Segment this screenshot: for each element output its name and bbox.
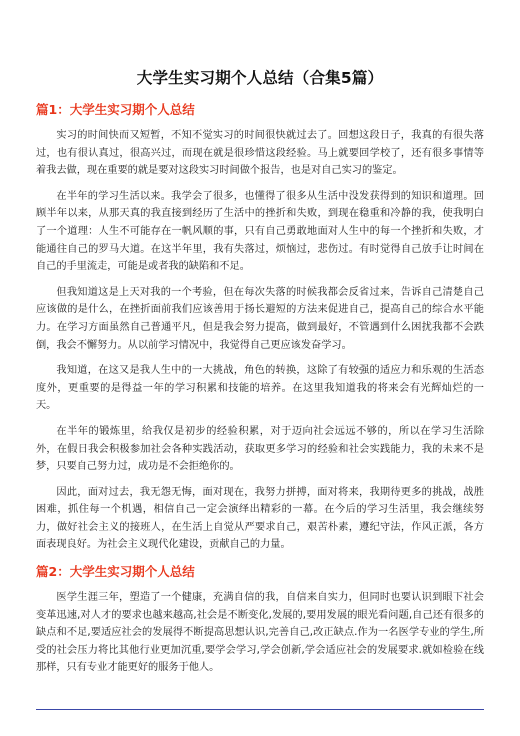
section-1-paragraph-2: 在半年的学习生活以来。我学会了很多，也懂得了很多从生活中没发获得到的知识和道理。回顾半年以来，从那天真的我直接到经历了生活中的挫折和失败，到现在稳重和冷静的我，使我明白了一个道理：人生不可能存在一帆风顺的事，只有自己勇敢地面对人生中的每一个挫折和失败，才能通往自己的罗马大道。在这半年里，我有失落过，烦恼过，悲伤过。有时觉得自己放手让时间在自己的手里流走，可能是或者我的缺陷和不足。 (36, 190, 484, 273)
document-title: 大学生实习期个人总结（合集5篇） (136, 69, 384, 87)
section-2 (36, 562, 484, 677)
footer-divider (36, 709, 484, 710)
section-1-paragraph-5: 在半年的锻炼里，给我仅是初步的经验积累，对于迈向社会远远不够的，所以在学习生活除外，在假日我会积极参加社会各种实践活动，获取更多学习的经验和社会实践能力，我的未来不是梦，只要自己努力过，成功是不会拒绝你的。 (36, 425, 484, 473)
section-1-paragraph-4: 我知道，在这又是我人生中的一大挑战，角色的转换，这除了有较强的适应力和乐观的生活态度外，更重要的是得益一年的学习积累和技能的培养。在这里我知道我的将来会有光辉灿烂的一天。 (36, 365, 484, 412)
section-1-heading: 篇1：大学生实习期个人总结 (36, 102, 195, 117)
section-1 (36, 100, 484, 554)
section-2-heading: 篇2：大学生实习期个人总结 (36, 564, 195, 580)
section-1-paragraph-1: 实习的时间快而又短暂，不知不觉实习的时间很快就过去了。回想这段日子，我真的有很失落过，也有很认真过，很高兴过，而现在就是很珍惜这段经验。马上就要回学校了，还有很多事情等着我去做，现在重要的就是要对这段实习时间做个报告，也是对自己实习的鉴定。 (36, 130, 484, 177)
section-1-paragraph-6: 因此，面对过去，我无怨无悔，面对现在，我努力拼搏，面对将来，我期待更多的挑战，战胜困难，抓住每一个机遇，相信自己一定会演绎出精彩的一幕。在今后的学习生活里，我会继续努力，做好社会主义的接班人，在生活上自觉从严要求自己，艰苦朴素，遵纪守法，作风正派，各方面表现良好。为社会主义现代化建设，贡献自己的力量。 (36, 486, 484, 551)
section-1-paragraph-3: 但我知道这是上天对我的一个考验，但在每次失落的时候我都会反省过来，告诉自己清楚自己应该做的是什么，在挫折面前我们应该善用于扬长避短的方法来促进自己，提高自己的综合水平能力。在学习方面虽然自己普通平凡，但是我会努力提高，做到最好，不管遇到什么困扰我都不会跌倒，我会不懈努力。从以前学习情况中，我觉得自己更应该发奋学习。 (36, 286, 484, 351)
section-2-paragraph-1: 医学生涯三年，塑造了一个健康，充满自信的我，自信来自实力，但同时也要认识到眼下社会变革迅速,对人才的要求也越来越高,社会是不断变化,发展的,要用发展的眼光看问题,自己还有很多的缺点和不足,要适应社会的发展得不断提高思想认识,完善自己,改正缺点.作为一名医学专业的学生,所受的社会压力将比其他行业更加沉重,要学会学习,学会创新,学会适应社会的发展要求.就如检验在线那样，只有专业才能更好的服务于他人。 (36, 592, 484, 674)
